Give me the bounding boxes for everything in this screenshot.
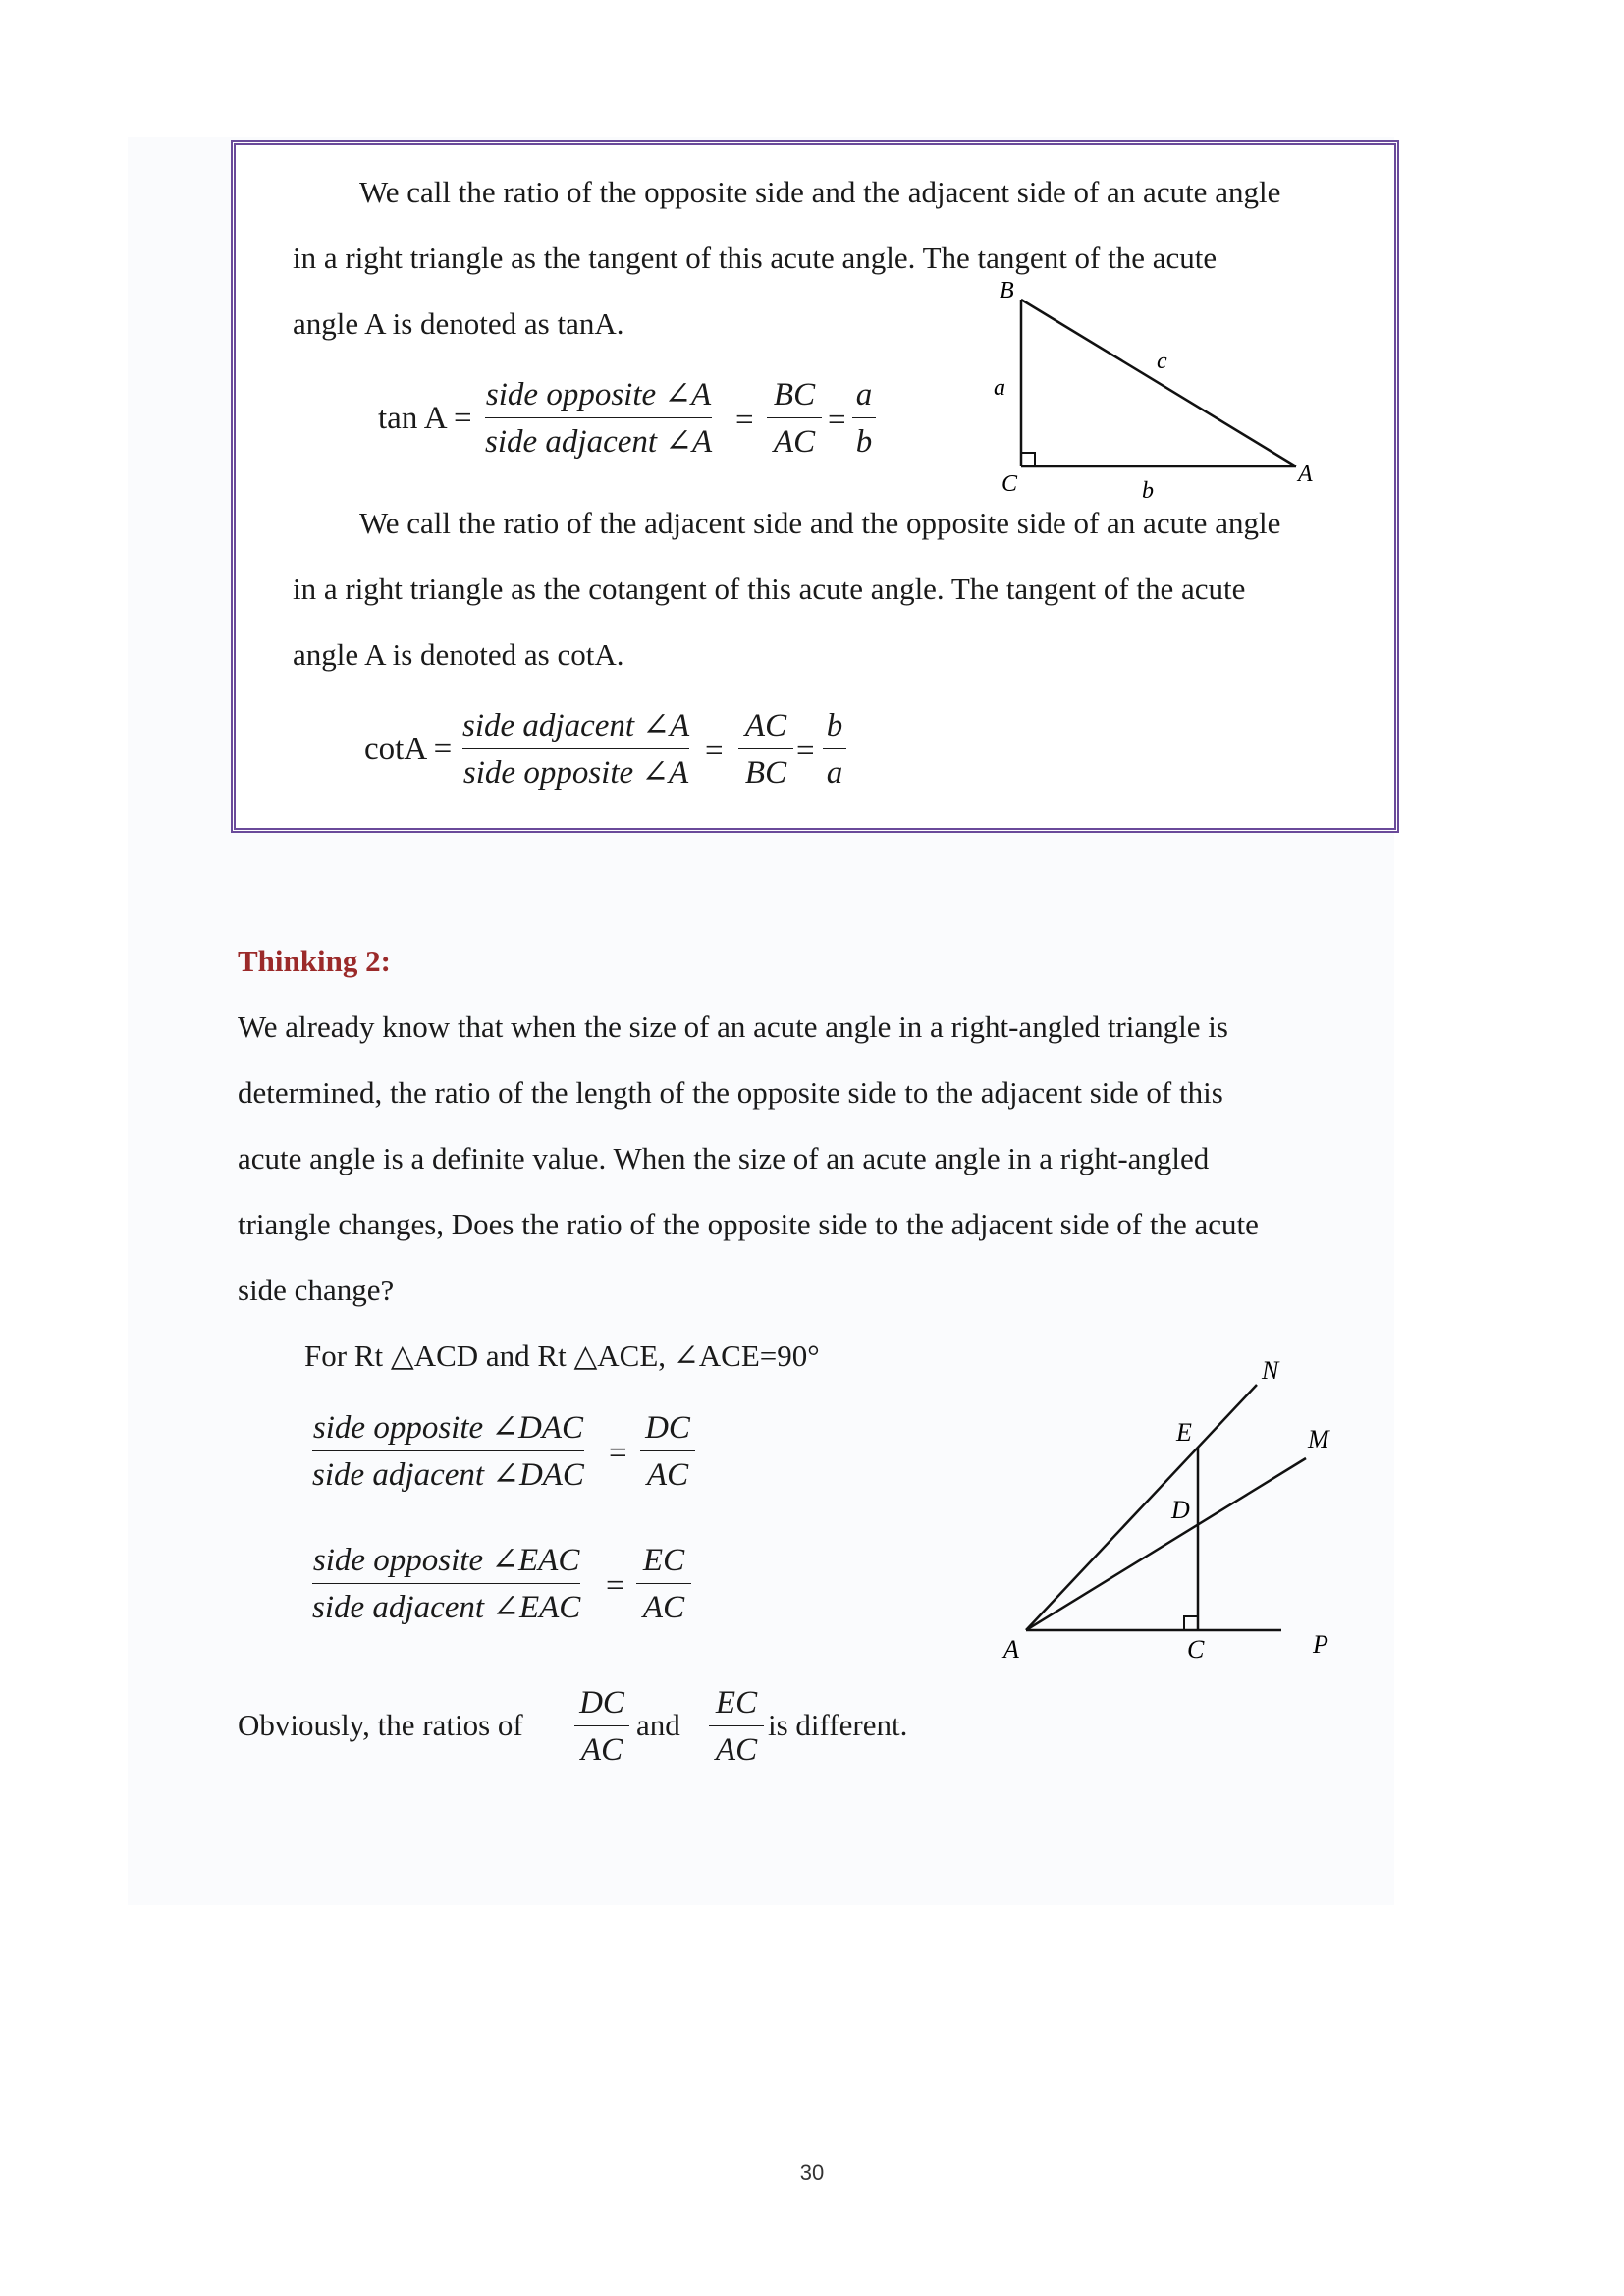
paragraph-line: side change?	[238, 1273, 395, 1307]
ratio-eac-words: side opposite ∠EAC side adjacent ∠EAC	[312, 1543, 581, 1625]
def-text-line: in a right triangle as the cotangent of this acute angle. The tangent of the acute	[293, 572, 1246, 606]
paragraph-line: acute angle is a definite value. When the size of an acute angle in a right-angled	[238, 1141, 1210, 1175]
right-triangle-figure	[982, 280, 1335, 506]
tan-fraction-letters: a b	[852, 379, 876, 459]
premise-text: For Rt △ACD and Rt △ACE, ∠ACE=90°	[304, 1339, 820, 1373]
cot-fraction-words: side adjacent ∠A side opposite ∠A	[462, 708, 690, 791]
cot-lhs: cotA =	[364, 732, 453, 767]
paragraph-line: determined, the ratio of the length of the opposite side to the adjacent side of this	[238, 1075, 1223, 1110]
angle-figure	[992, 1345, 1365, 1669]
conclusion-fraction-ec: EC AC	[709, 1687, 764, 1767]
tan-fraction-sides: BC AC	[767, 379, 822, 459]
cot-fraction-sides: AC BC	[738, 710, 793, 790]
point-label-e: E	[1176, 1418, 1192, 1447]
side-label-a: a	[994, 375, 1005, 401]
conclusion-prefix: Obviously, the ratios of	[238, 1708, 523, 1742]
cot-fraction-letters: b a	[823, 710, 846, 790]
point-label-m: M	[1308, 1425, 1329, 1453]
ratio-eac-sides: EC AC	[636, 1545, 691, 1624]
conclusion-suffix: is different.	[768, 1708, 908, 1742]
side-label-c: c	[1157, 349, 1167, 374]
section-heading: Thinking 2:	[238, 944, 391, 978]
ratio-dac-sides: DC AC	[640, 1412, 695, 1492]
vertex-label-b: B	[1000, 280, 1014, 303]
tan-lhs: tan A =	[378, 401, 472, 436]
def-text-line: in a right triangle as the tangent of this acute angle. The tangent of the acute	[293, 241, 1218, 275]
point-label-n: N	[1262, 1356, 1279, 1385]
paragraph-line: We already know that when the size of an acute angle in a right-angled triangle is	[238, 1010, 1228, 1044]
conclusion-middle: and	[636, 1708, 680, 1742]
def-text-line: angle A is denoted as tanA.	[293, 306, 624, 341]
ratio-dac-words: side opposite ∠DAC side adjacent ∠DAC	[312, 1410, 584, 1493]
def-text-line: We call the ratio of the opposite side and the adjacent side of an acute angle	[359, 175, 1281, 209]
tan-fraction-words: side opposite ∠A side adjacent ∠A	[485, 377, 713, 460]
paragraph-line: triangle changes, Does the ratio of the opposite side to the adjacent side of the acute	[238, 1207, 1259, 1241]
vertex-label-c: C	[1001, 471, 1018, 497]
page-number: 30	[799, 2160, 825, 2185]
side-label-b: b	[1142, 478, 1154, 504]
point-label-a: A	[1003, 1635, 1019, 1664]
point-label-c: C	[1187, 1635, 1205, 1664]
conclusion-fraction-dc: DC AC	[574, 1687, 629, 1767]
vertex-label-a: A	[1298, 462, 1313, 487]
def-text-line: angle A is denoted as cotA.	[293, 637, 624, 672]
def-text-line: We call the ratio of the adjacent side and the opposite side of an acute angle	[359, 506, 1281, 540]
point-label-d: D	[1171, 1496, 1190, 1524]
point-label-p: P	[1313, 1630, 1328, 1659]
